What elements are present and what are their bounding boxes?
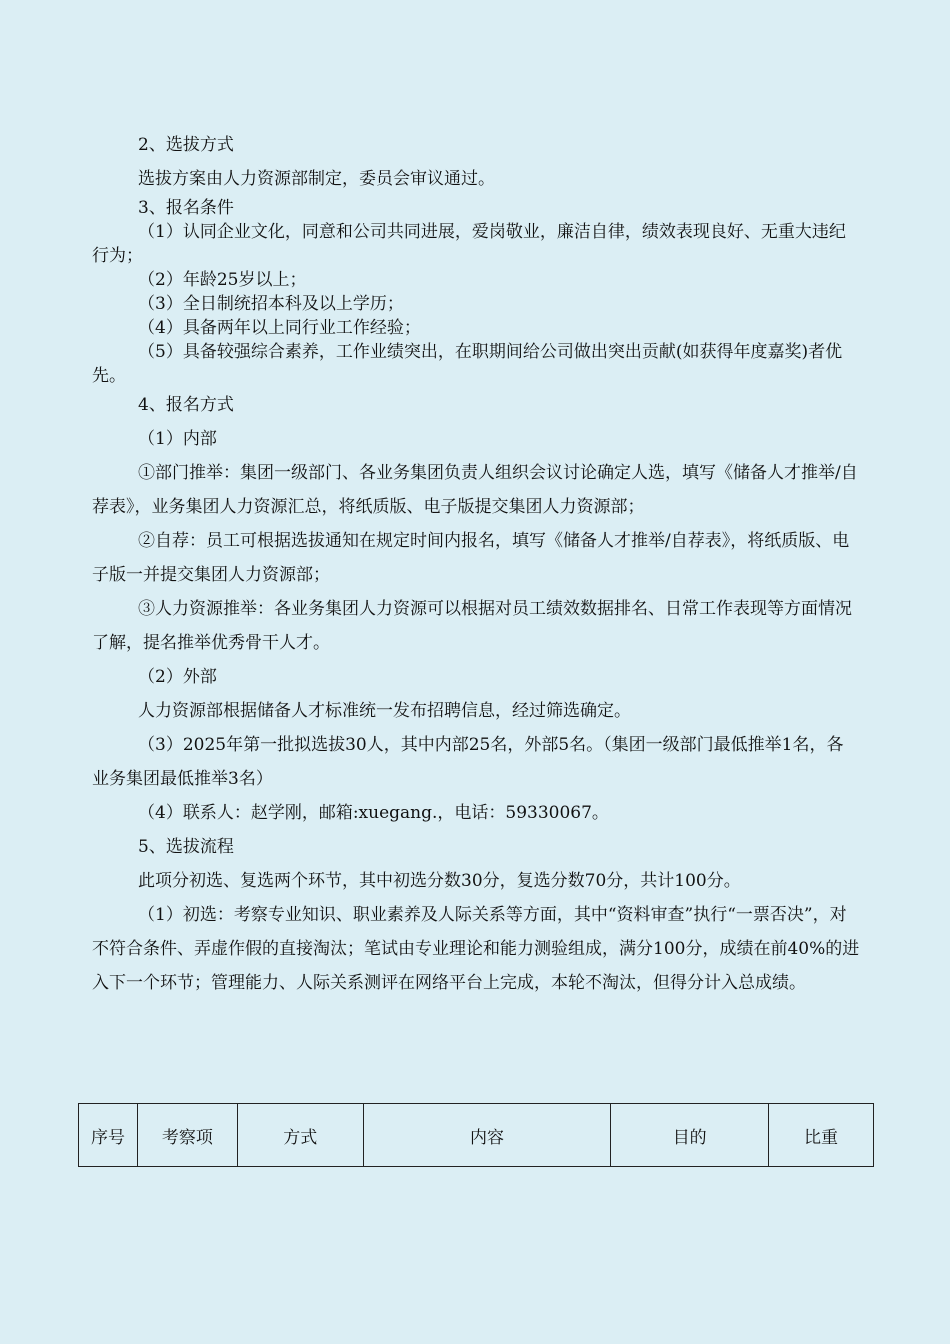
- header-purpose: 目的: [611, 1104, 769, 1167]
- paragraph-selection-plan: 选拔方案由人力资源部制定，委员会审议通过。: [138, 169, 495, 189]
- evaluation-table: [78, 1103, 874, 1167]
- table-header-row: [79, 1104, 874, 1167]
- paragraph-process-overview: 此项分初选、复选两个环节，其中初选分数30分，复选分数70分，共计100分。: [138, 871, 741, 891]
- heading-selection-method: 2、选拔方式: [138, 135, 234, 155]
- paragraph-external: 人力资源部根据储备人才标准统一发布招聘信息，经过筛选确定。: [138, 701, 631, 721]
- subheading-internal: （1）内部: [138, 429, 217, 449]
- paragraph-quota: （3）2025年第一批拟选拔30人，其中内部25名，外部5名。（集团一级部门最低推举1名，各业务集团最低推举3名）: [92, 735, 844, 789]
- header-weight: 比重: [769, 1104, 874, 1167]
- paragraph-hr-recommend: ③人力资源推举：各业务集团人力资源可以根据对员工绩效数据排名、日常工作表现等方面情况了解，提名推举优秀骨干人才。: [92, 599, 852, 653]
- paragraph-contact: （4）联系人：赵学刚，邮箱:xuegang.，电话：59330067。: [138, 803, 609, 823]
- condition-3: （3）全日制统招本科及以上学历；: [138, 294, 404, 314]
- paragraph-preliminary: （1）初选：考察专业知识、职业素养及人际关系等方面，其中“资料审查”执行“一票否决”，对不符合条件、弄虚作假的直接淘汰；笔试由专业理论和能力测验组成，满分100分，成绩在前40%的进入下一个环节；管理能力、人际关系测评在网络平台上完成，本轮不淘汰，但得分计入总成绩。: [92, 905, 860, 993]
- condition-1: （1）认同企业文化，同意和公司共同进展，爱岗敬业，廉洁自律，绩效表现良好、无重大违纪行为；: [92, 222, 846, 266]
- header-content: 内容: [363, 1104, 611, 1167]
- document-body: [92, 128, 860, 1000]
- condition-5: （5）具备较强综合素养，工作业绩突出，在职期间给公司做出突出贡献(如获得年度嘉奖)者优先。: [92, 342, 843, 386]
- heading-selection-process: 5、选拔流程: [138, 837, 234, 857]
- heading-registration-method: 4、报名方式: [138, 395, 234, 415]
- subheading-external: （2）外部: [138, 667, 217, 687]
- paragraph-department-recommend: ①部门推举：集团一级部门、各业务集团负责人组织会议讨论确定人选，填写《储备人才推举/自荐表》，业务集团人力资源汇总，将纸质版、电子版提交集团人力资源部；: [92, 463, 858, 517]
- paragraph-self-recommend: ②自荐：员工可根据选拔通知在规定时间内报名，填写《储备人才推举/自荐表》，将纸质版、电子版一并提交集团人力资源部；: [92, 531, 850, 585]
- header-method: 方式: [237, 1104, 363, 1167]
- condition-2: （2）年龄25岁以上；: [138, 270, 307, 290]
- heading-registration-conditions: 3、报名条件: [138, 198, 234, 218]
- header-index: 序号: [79, 1104, 138, 1167]
- header-item: 考察项: [137, 1104, 237, 1167]
- condition-4: （4）具备两年以上同行业工作经验；: [138, 318, 421, 338]
